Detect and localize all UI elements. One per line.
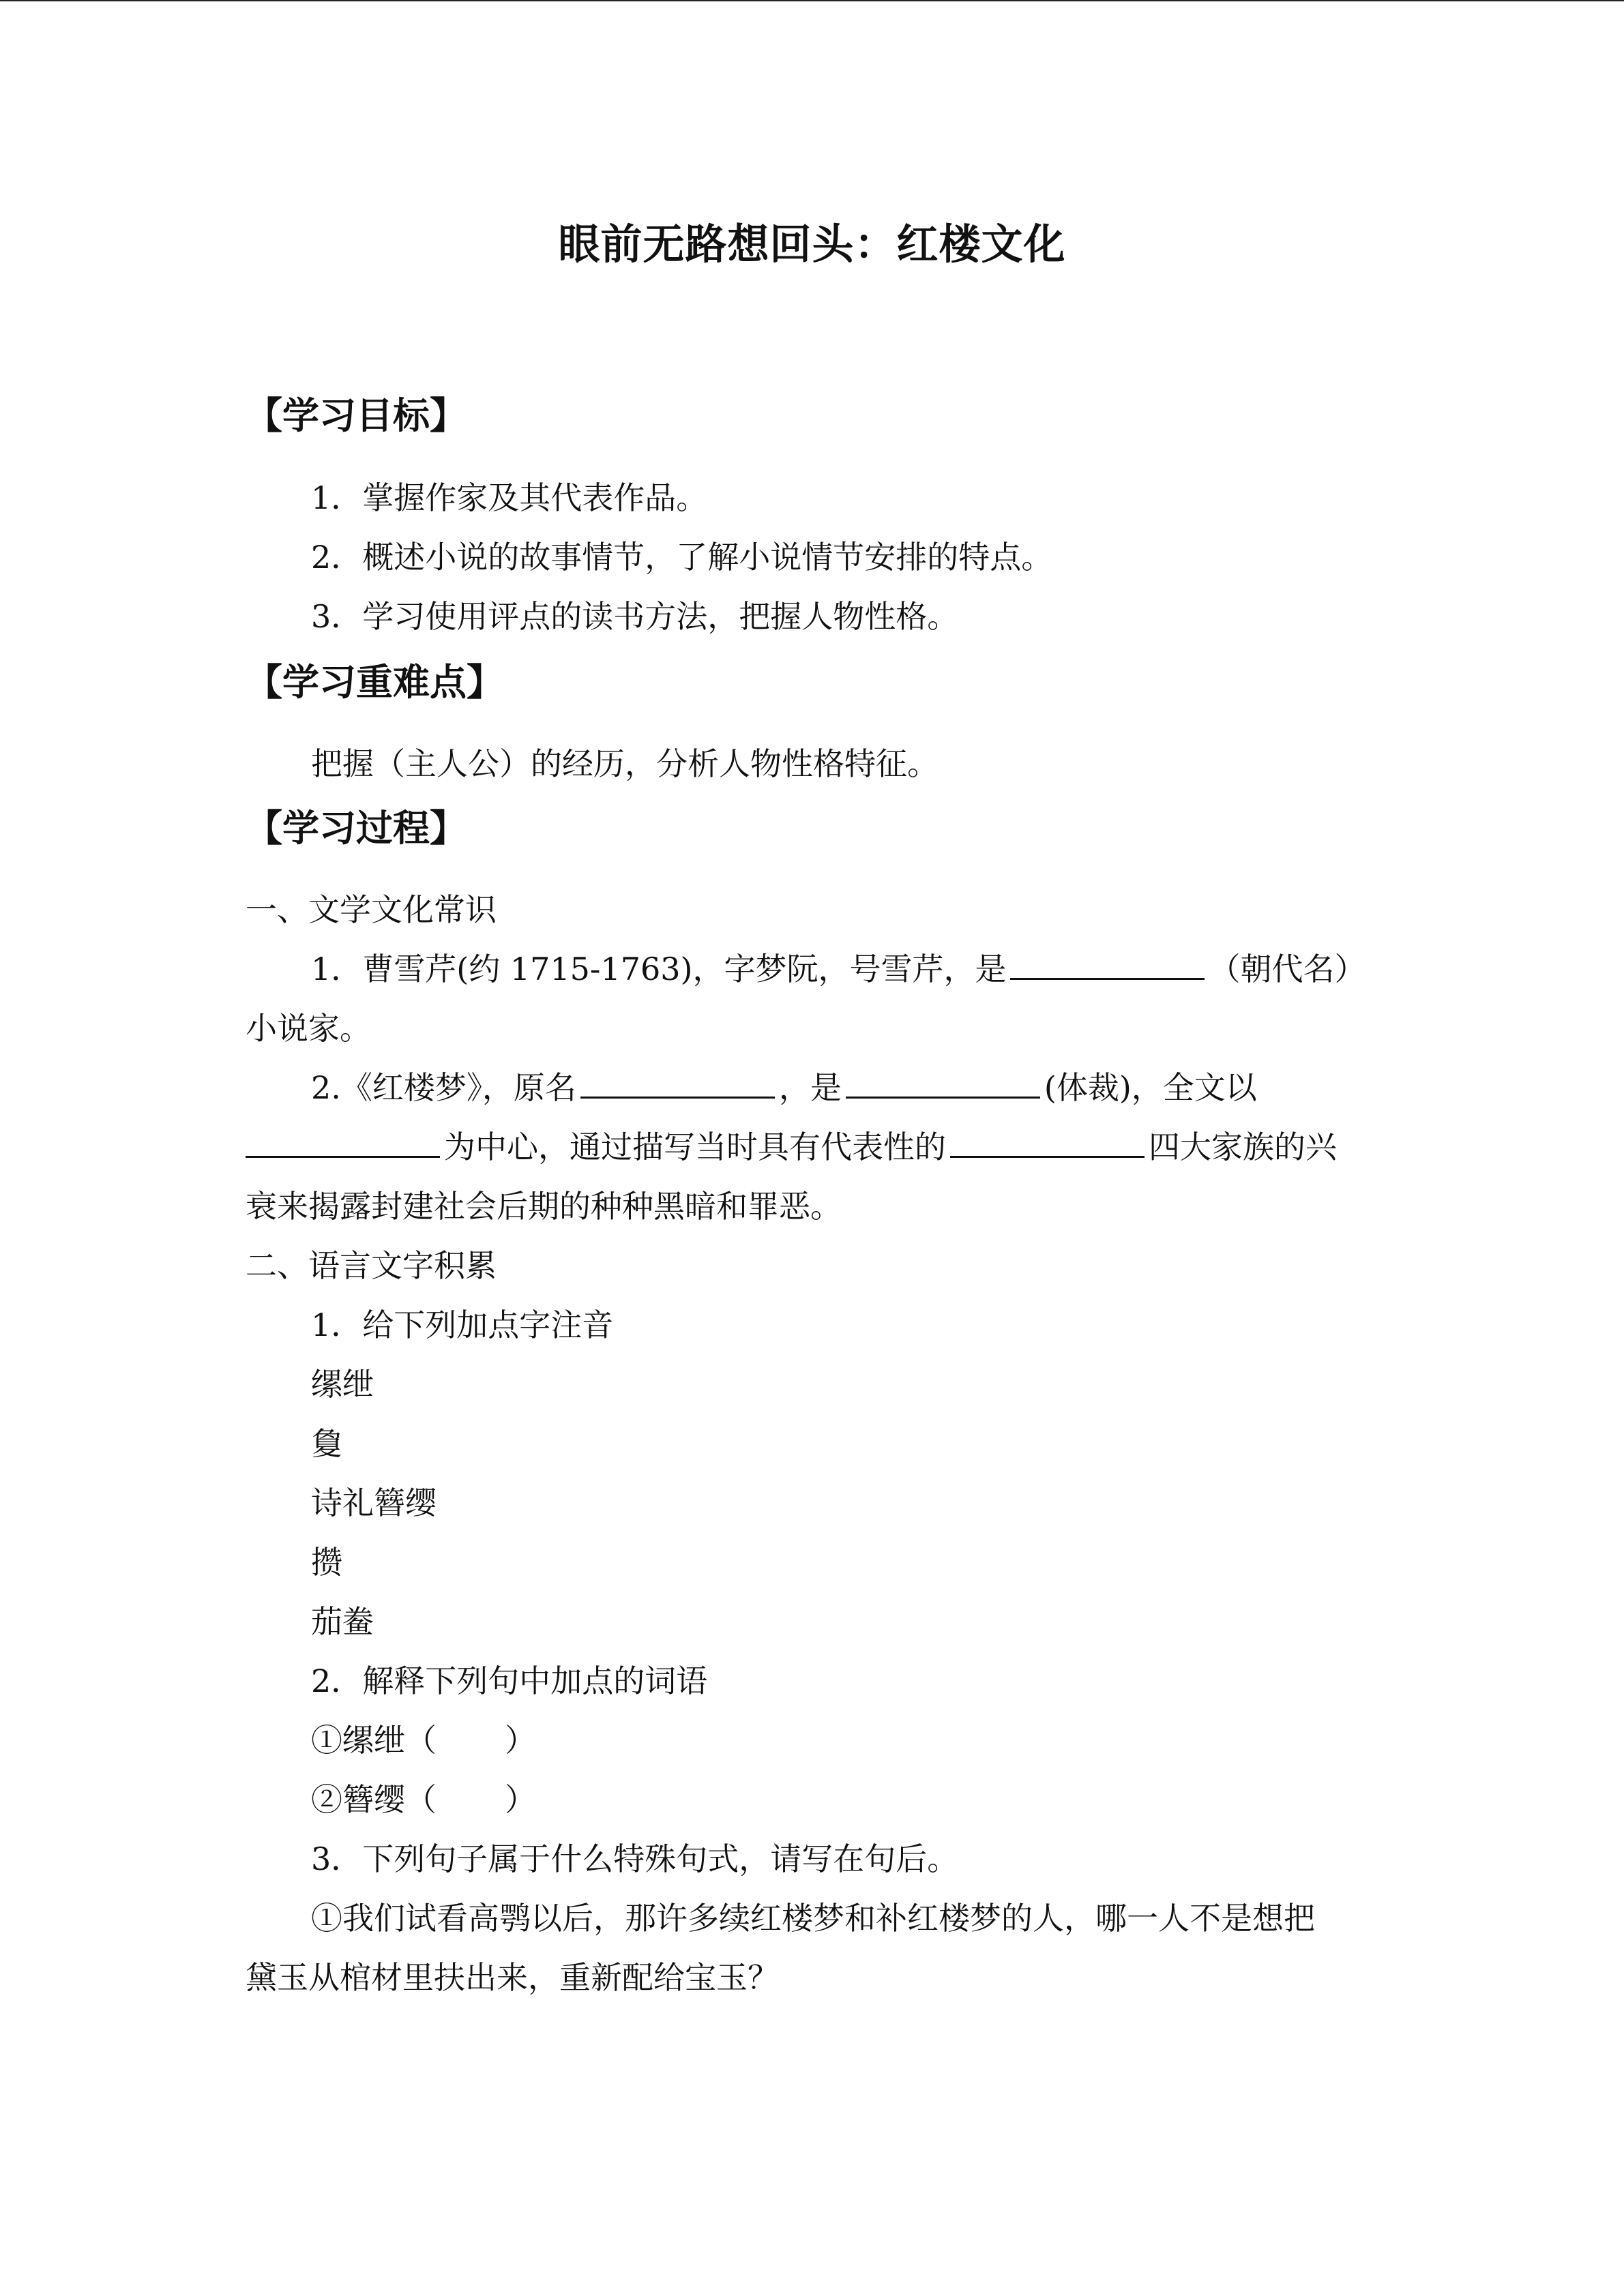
q2-text-a: 2.《红楼梦》，原名 [311,1069,576,1106]
blank-dynasty[interactable] [1010,948,1205,980]
q1-text-b: （朝代名） [1209,951,1366,987]
question-2-line1 [311,1063,1257,1108]
word-item: 敻 [311,1425,342,1462]
q2-text-b: ，是 [778,1069,842,1106]
heading-learning-process: 【学习过程】 [246,807,467,850]
heading-learning-goals: 【学习目标】 [246,394,467,437]
question-1-line2: 小说家。 [246,1010,371,1047]
explain-close: ） [505,1781,536,1818]
blank-genre[interactable] [846,1067,1040,1099]
word-item: 攒 [311,1544,342,1581]
blank-families[interactable] [950,1126,1145,1158]
part1-title: 一、文学文化常识 [246,891,497,928]
explain-close: ） [505,1722,536,1759]
goal-item-1: 1．掌握作家及其代表作品。 [311,479,708,516]
q2-text-e: 四大家族的兴 [1149,1129,1337,1165]
explain-item-2 [311,1775,536,1820]
explain-label: ②簪缨（ [311,1781,437,1818]
question-1-line1 [311,944,1365,989]
word-item: 缧绁 [311,1366,374,1403]
q2-text-d: 为中心，通过描写当时具有代表性的 [444,1129,946,1165]
sentence-line-1: ①我们试看高鹗以后，那许多续红楼梦和补红楼梦的人，哪一人不是想把 [311,1900,1315,1937]
word-item: 诗礼簪缨 [311,1485,437,1521]
sub-question-1-title: 1．给下列加点字注音 [311,1307,614,1343]
part2-title: 二、语言文字积累 [246,1247,497,1284]
blank-center[interactable] [246,1126,440,1158]
question-2-line3: 衰来揭露封建社会后期的种种黑暗和罪恶。 [246,1188,842,1225]
heading-key-points: 【学习重难点】 [246,661,503,704]
explain-item-1 [311,1716,536,1761]
key-points-text: 把握（主人公）的经历，分析人物性格特征。 [311,745,939,782]
question-2-line2 [246,1122,1337,1167]
goal-item-3: 3．学习使用评点的读书方法，把握人物性格。 [311,598,959,635]
sub-question-3-title: 3．下列句子属于什么特殊句式，请写在句后。 [311,1840,959,1877]
sub-question-2-title: 2．解释下列句中加点的词语 [311,1663,708,1699]
sentence-line-2: 黛玉从棺材里扶出来，重新配给宝玉？ [246,1959,779,1996]
explain-label: ①缧绁（ [311,1722,437,1759]
page-title: 眼前无路想回头：红楼文化 [558,220,1066,269]
blank-original-name[interactable] [580,1067,775,1099]
goal-item-2: 2．概述小说的故事情节，了解小说情节安排的特点。 [311,539,1053,576]
q1-text-a: 1．曹雪芹(约 1715-1763)，字梦阮，号雪芹，是 [311,951,1007,987]
word-item: 茄鲞 [311,1603,374,1640]
q2-text-c: (体裁)，全文以 [1044,1069,1257,1106]
